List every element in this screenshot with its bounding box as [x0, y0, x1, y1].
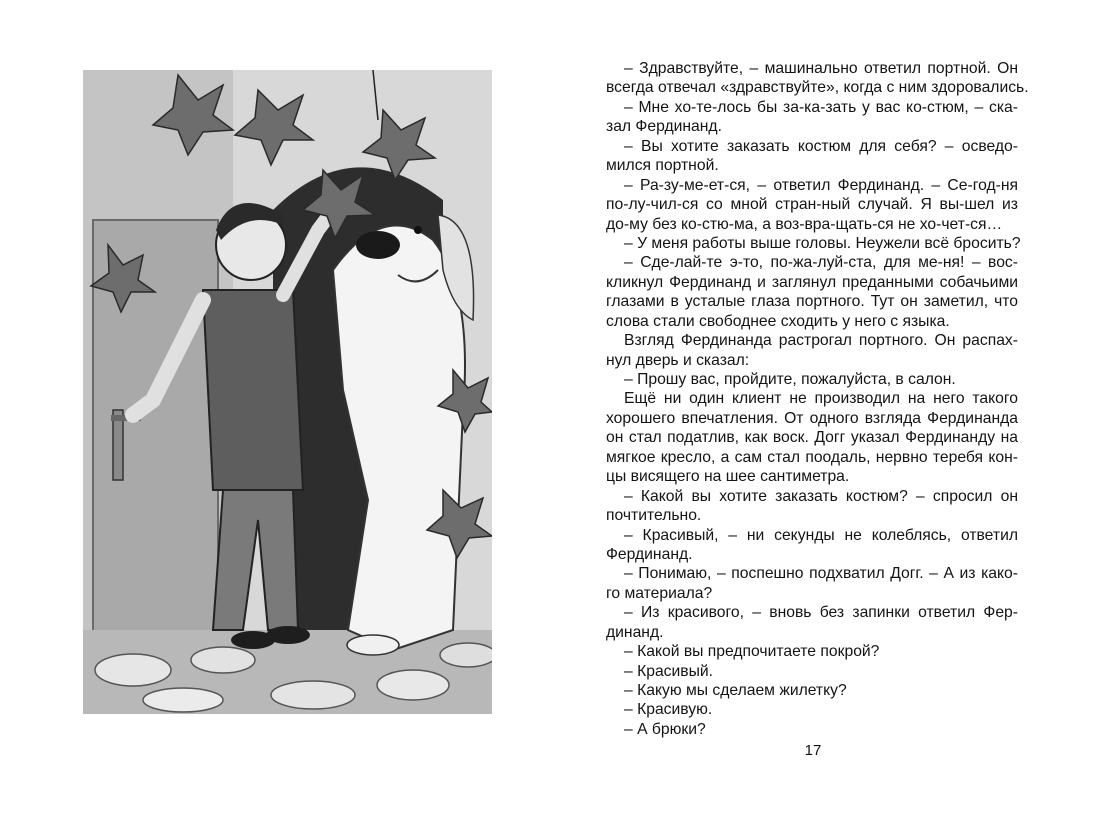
page-number: 17: [804, 742, 822, 759]
text-line: – Красивую.: [624, 701, 713, 719]
text-line: – Красивый.: [624, 662, 714, 680]
text-line: – Какой вы предпочитаете покрой?: [624, 643, 880, 661]
text-line: го материала?: [606, 584, 713, 602]
text-line: Фердинанд.: [606, 545, 693, 563]
text-line: он стал податлив, как воск. Догг указал Фердинанду на: [606, 429, 1018, 447]
text-line: кликнул Фердинанд и заглянул преданными собачьими: [606, 273, 1018, 291]
illustration-drawing: [83, 70, 492, 714]
text-column: [606, 59, 1029, 739]
text-line: – Сде-лай-те э-то, по-жа-луй-ста, для ме-ня! – вос-: [624, 254, 1018, 272]
text-line: – Ра-зу-ме-ет-ся, – ответил Фердинанд. – Се-год-ня: [624, 176, 1018, 194]
text-line: – Понимаю, – поспешно подхватил Догг. – А из како-: [624, 565, 1018, 583]
text-line: Ещё ни один клиент не производил на него такого: [624, 390, 1018, 408]
text-line: – Прошу вас, пройдите, пожалуйста, в салон.: [624, 371, 956, 388]
text-line: – Из красивого, – вновь без запинки ответил Фер-: [624, 604, 1018, 622]
text-line: динанд.: [606, 623, 664, 641]
text-line: – У меня работы выше головы. Неужели всё бросить?: [624, 234, 1021, 252]
text-line: цы висящего на шее сантиметра.: [606, 468, 850, 486]
text-line: слова стали свободнее сходить у него с языка.: [606, 312, 950, 330]
text-line: – Красивый, – ни секунды не колеблясь, ответил: [624, 526, 1018, 544]
text-line: мился портной.: [606, 157, 719, 175]
text-line: – Какой вы хотите заказать костюм? – спросил он: [624, 487, 1018, 505]
text-line: – Вы хотите заказать костюм для себя? – осведо-: [624, 137, 1018, 155]
text-line: почтительно.: [606, 507, 702, 525]
text-line: глазами в усталые глаза портного. Тут он заметил, что: [606, 293, 1018, 311]
text-line: – А брюки?: [624, 720, 706, 738]
text-line: – Какую мы сделаем жилетку?: [624, 682, 847, 699]
text-line: всегда отвечал «здравствуйте», когда с ним здоровались.: [606, 79, 1029, 97]
text-line: – Здравствуйте, – машинально ответил портной. Он: [624, 60, 1018, 77]
illustration-tailor-and-dog: [83, 70, 492, 714]
text-line: зал Фердинанд.: [606, 118, 722, 136]
text-line: мягкое кресло, а сам стал поодаль, нервно теребя кон-: [606, 448, 1018, 466]
text-line: – Мне хо-те-лось бы за-ка-зать у вас ко-стюм, – ска-: [624, 98, 1018, 116]
text-line: до-му без ко-стю-ма, а воз-вра-щать-ся не хо-чет-ся…: [606, 215, 1003, 233]
text-line: по-лу-чил-ся со мной стран-ный случай. Я вы-шел из: [606, 196, 1018, 214]
text-line: хорошего впечатления. От одного взгляда Фердинанда: [606, 409, 1018, 427]
text-line: нул дверь и сказал:: [606, 351, 750, 369]
text-line: Взгляд Фердинанда растрогал портного. Он распах-: [624, 332, 1018, 350]
